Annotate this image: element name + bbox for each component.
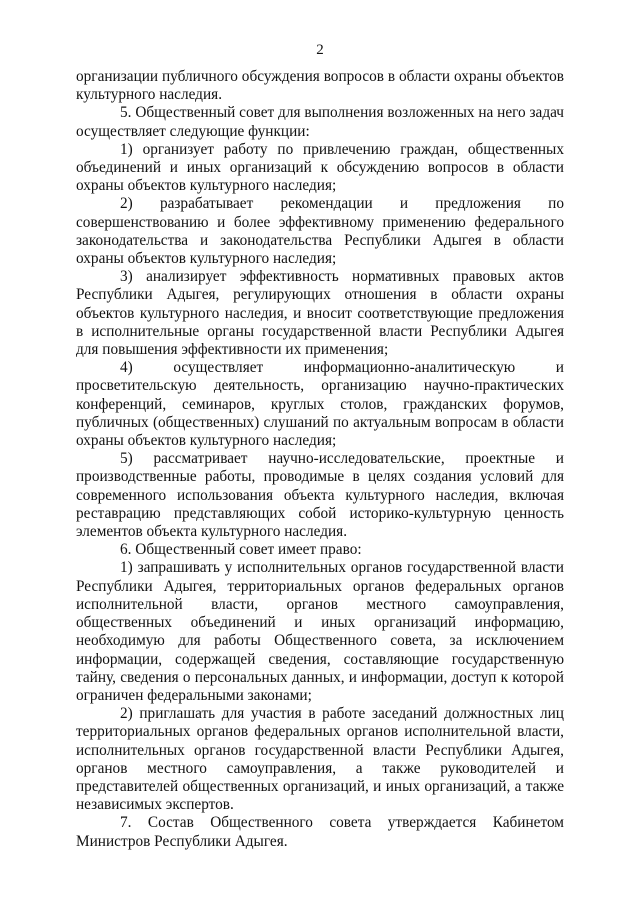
document-body [76, 68, 564, 851]
paragraph-item-6: 6. Общественный совет имеет право: [120, 541, 362, 559]
paragraph-item-5: 5. Общественный совет для выполнения возложенных на него задач осуществляет следующие функции: [76, 104, 564, 140]
paragraph-function-1: 1) организует работу по привлечению граждан, общественных объединений и иных организаций к обсуждению вопросов в области охраны объектов культурного наследия; [76, 140, 564, 195]
paragraph-continuation: организации публичного обсуждения вопросов в области охраны объектов культурного наследия. [76, 68, 564, 104]
paragraph-right-1: 1) запрашивать у исполнительных органов государственной власти Республики Адыгея, территориальных органов федеральных органов исполнительной власти, органов местного самоуправления, общественных объединений и иных организаций информацию, необходимую для работы Общественного совета, за исключением информации, содержащей сведения, составляющие государственную тайну, сведения о персональных данных, и информации, доступ к которой ограничен федеральными законами; [76, 559, 564, 704]
paragraph-right-2: 2) приглашать для участия в работе заседаний должностных лиц территориальных органов федеральных органов исполнительной власти, исполнительных органов государственной власти Республики Адыгея, органов местного самоуправления, а также руководителей и представителей общественных организаций, и иных организаций, а также независимых экспертов. [76, 705, 564, 814]
paragraph-item-7: 7. Состав Общественного совета утверждается Кабинетом Министров Республики Адыгея. [76, 814, 564, 850]
paragraph-function-4: 4) осуществляет информационно-аналитическую и просветительскую деятельность, организацию научно-практических конференций, семинаров, круглых столов, гражданских форумов, публичных (общественных) слушаний по актуальным вопросам в области охраны объектов культурного наследия; [76, 359, 564, 450]
paragraph-function-3: 3) анализирует эффективность нормативных правовых актов Республики Адыгея, регулирующих отношения в области охраны объектов культурного наследия, и вносит соответствующие предложения в исполнительные органы государственной власти Республики Адыгея для повышения эффективности их применения; [76, 268, 564, 359]
paragraph-function-2: 2) разрабатывает рекомендации и предложения по совершенствованию и более эффективному применению федерального законодательства и законодательства Республики Адыгея в области охраны объектов культурного наследия; [76, 195, 564, 268]
paragraph-function-5: 5) рассматривает научно-исследовательские, проектные и производственные работы, проводимые в целях создания условий для современного использования объекта культурного наследия, включая реставрацию представляющих собой историко-культурную ценность элементов объекта культурного наследия. [76, 450, 564, 541]
page-number: 2 [316, 42, 324, 58]
